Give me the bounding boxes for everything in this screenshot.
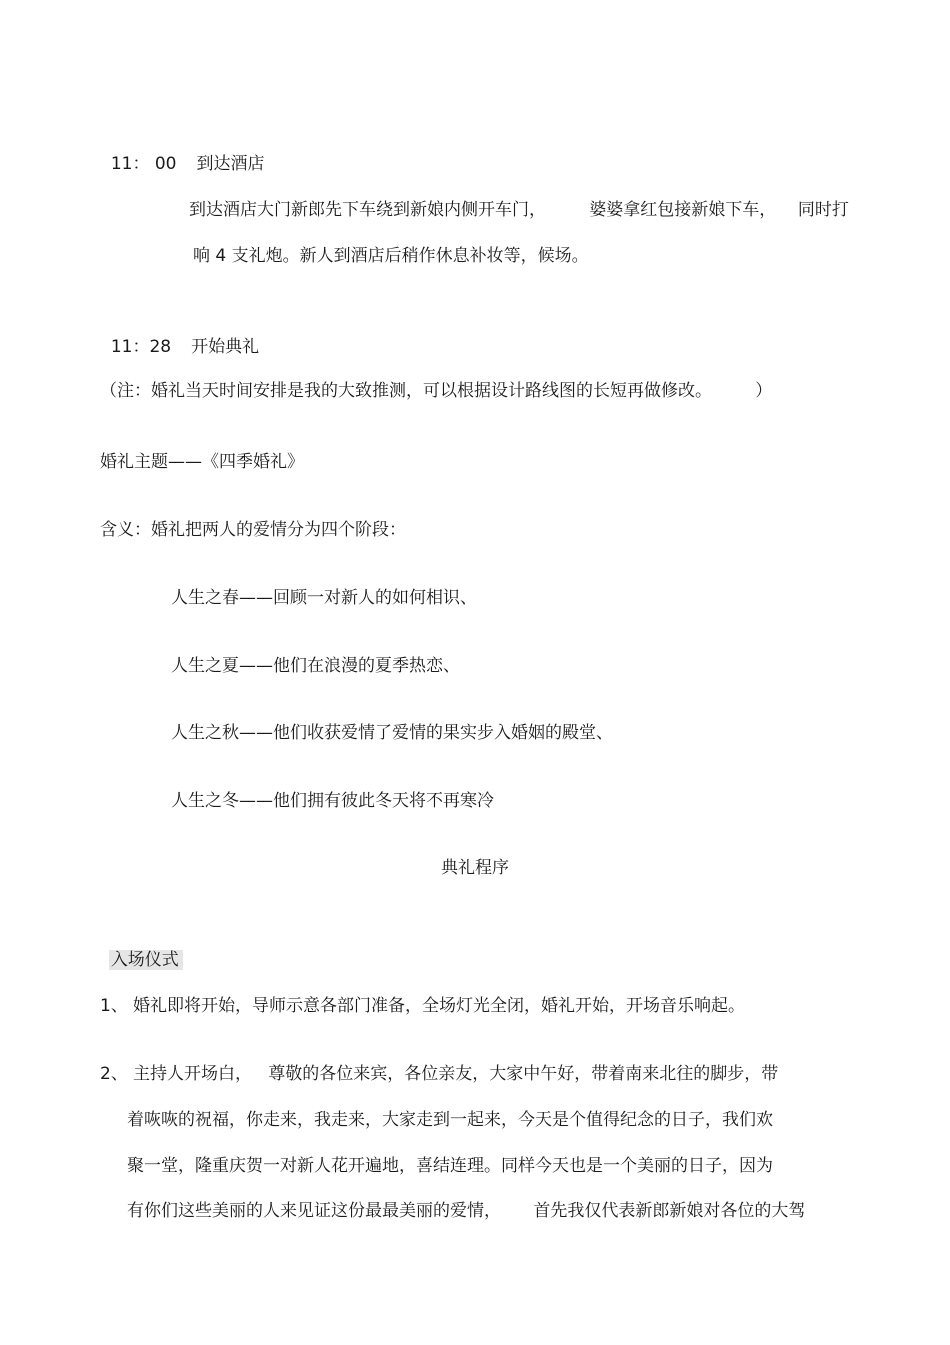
schedule-title: 开始典礼 bbox=[191, 337, 260, 357]
list-item-text: 婚礼即将开始，导师示意各部门准备，全场灯光全闭，婚礼开始，开场音乐响起。 bbox=[133, 996, 745, 1016]
note-text: （注：婚礼当天时间安排是我的大致推测，可以根据设计路线图的长短再做修改。 ） bbox=[100, 381, 773, 401]
stage-item: 人生之冬——他们拥有彼此冬天将不再寒冷 bbox=[171, 791, 494, 811]
schedule-entry-ceremony bbox=[100, 314, 260, 357]
stage-item: 人生之夏——他们在浪漫的夏季热恋、 bbox=[171, 656, 460, 676]
schedule-detail-line: 到达酒店大门新郎先下车绕到新娘内侧开车门， 婆婆拿红包接新娘下车， 同时打 bbox=[189, 200, 849, 220]
schedule-title: 到达酒店 bbox=[196, 154, 265, 174]
meaning-text: 含义：婚礼把两人的爱情分为四个阶段： bbox=[100, 520, 406, 540]
list-item-text: 有你们这些美丽的人来见证这份最最美丽的爱情， 首先我仅代表新郎新娘对各位的大驾 bbox=[127, 1201, 806, 1221]
list-item-number: 2、 bbox=[100, 1064, 128, 1084]
list-item-text: 着咴咴的祝福，你走来，我走来，大家走到一起来，今天是个值得纪念的日子，我们欢 bbox=[127, 1110, 773, 1130]
list-item-text: 聚一堂，隆重庆贺一对新人花开遍地，喜结连理。同样今天也是一个美丽的日子，因为 bbox=[127, 1156, 773, 1176]
section-label-text: 入场仪式 bbox=[109, 950, 183, 970]
schedule-detail-line: 响 4 支礼炮。新人到酒店后稍作休息补妆等，候场。 bbox=[193, 246, 589, 266]
stage-item: 人生之秋——他们收获爱情了爱情的果实步入婚姻的殿堂、 bbox=[171, 723, 613, 743]
list-item-number: 1、 bbox=[100, 996, 128, 1016]
section-label bbox=[98, 927, 183, 970]
schedule-entry-arrival bbox=[100, 131, 265, 174]
schedule-time: 11： 00 bbox=[110, 154, 177, 174]
theme-heading: 婚礼主题——《四季婚礼》 bbox=[100, 452, 304, 472]
stage-item: 人生之春——回顾一对新人的如何相识、 bbox=[171, 588, 477, 608]
schedule-time: 11：28 bbox=[110, 337, 172, 357]
list-item-text: 主持人开场白， 尊敬的各位来宾，各位亲友，大家中午好，带着南来北往的脚步，带 bbox=[133, 1064, 779, 1084]
ceremony-heading: 典礼程序 bbox=[441, 858, 509, 878]
